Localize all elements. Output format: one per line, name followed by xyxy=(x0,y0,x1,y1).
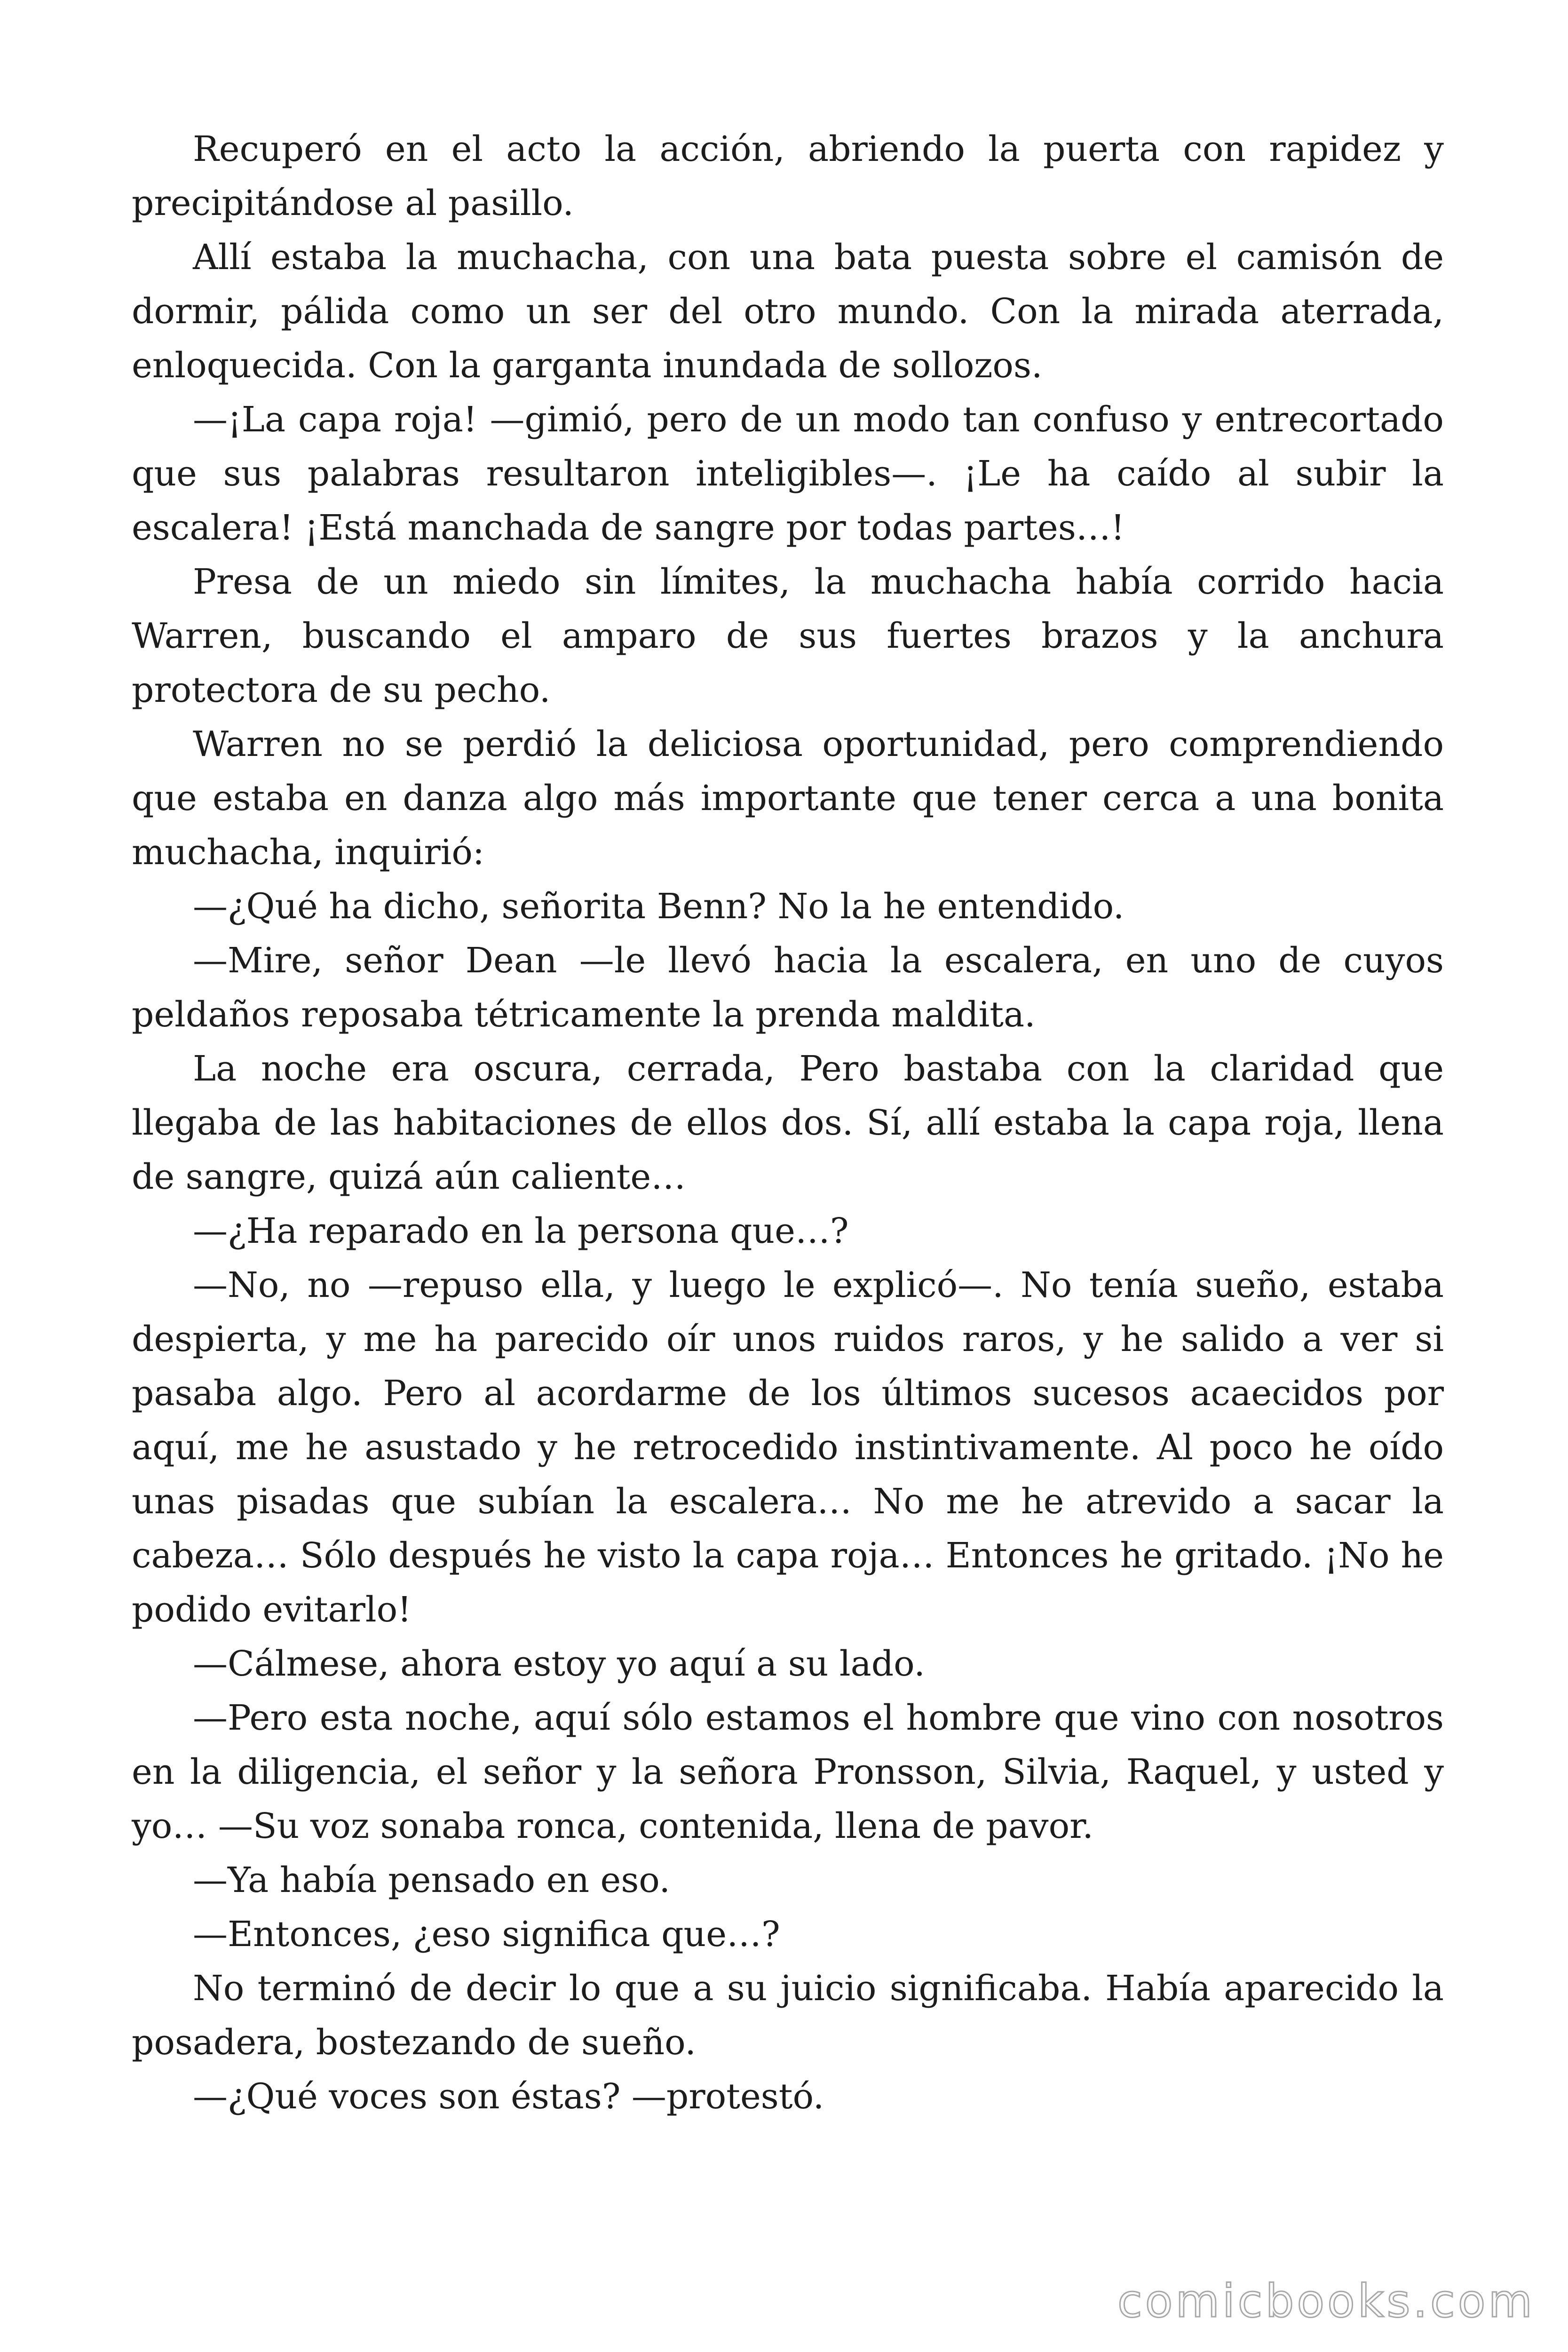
paragraph: —Pero esta noche, aquí sólo estamos el hombre que vino con nosotros en la diligencia, el señor y la señora Pronsson, Silvia, Raquel, y usted y yo… —Su voz sonaba ronca, contenida, llena de pavor. xyxy=(132,1698,1444,1846)
paragraph: —Entonces, ¿eso significa que…? xyxy=(193,1914,780,1955)
paragraph: —Cálmese, ahora estoy yo aquí a su lado. xyxy=(193,1644,925,1684)
paragraph: —¿Qué voces son éstas? —protestó. xyxy=(193,2076,824,2117)
paragraph: —¿Qué ha dicho, señorita Benn? No la he entendido. xyxy=(193,886,1125,927)
paragraph: Allí estaba la muchacha, con una bata puesta sobre el camisón de dormir, pálida como un ser del otro mundo. Con la mirada aterrada, enloquecida. Con la garganta inundada de sollozos. xyxy=(132,237,1444,386)
paragraph: —¡La capa roja! —gimió, pero de un modo tan confuso y entrecortado que sus palabras resultaron inteligibles—. ¡Le ha caído al subir la escalera! ¡Está manchada de sangre por todas partes…! xyxy=(132,399,1444,548)
watermark: comicbooks.com xyxy=(1117,2275,1535,2328)
paragraph: —¿Ha reparado en la persona que…? xyxy=(193,1211,849,1251)
paragraph: Warren no se perdió la deliciosa oportunidad, pero comprendiendo que estaba en danza algo más importante que tener cerca a una bonita muchacha, inquirió: xyxy=(132,724,1444,873)
paragraph: No terminó de decir lo que a su juicio significaba. Había aparecido la posadera, bostezando de sueño. xyxy=(132,1968,1444,2063)
page-body-text xyxy=(132,122,1444,2124)
paragraph: Presa de un miedo sin límites, la muchacha había corrido hacia Warren, buscando el amparo de sus fuertes brazos y la anchura protectora de su pecho. xyxy=(132,562,1444,710)
paragraph: Recuperó en el acto la acción, abriendo la puerta con rapidez y precipitándose al pasillo. xyxy=(132,129,1444,223)
paragraph: La noche era oscura, cerrada, Pero bastaba con la claridad que llegaba de las habitaciones de ellos dos. Sí, allí estaba la capa roja, llena de sangre, quizá aún caliente… xyxy=(132,1049,1444,1197)
paragraph: —No, no —repuso ella, y luego le explicó—. No tenía sueño, estaba despierta, y me ha parecido oír unos ruidos raros, y he salido a ver si pasaba algo. Pero al acordarme de los últimos sucesos acaecidos por aquí, me he asustado y he retrocedido instintivamente. Al poco he oído unas pisadas que subían la escalera… No me he atrevido a sacar la cabeza… Sólo después he visto la capa roja… Entonces he gritado. ¡No he podido evitarlo! xyxy=(132,1265,1444,1630)
paragraph: —Ya había pensado en eso. xyxy=(193,1860,671,1900)
paragraph: —Mire, señor Dean —le llevó hacia la escalera, en uno de cuyos peldaños reposaba tétricamente la prenda maldita. xyxy=(132,940,1444,1035)
